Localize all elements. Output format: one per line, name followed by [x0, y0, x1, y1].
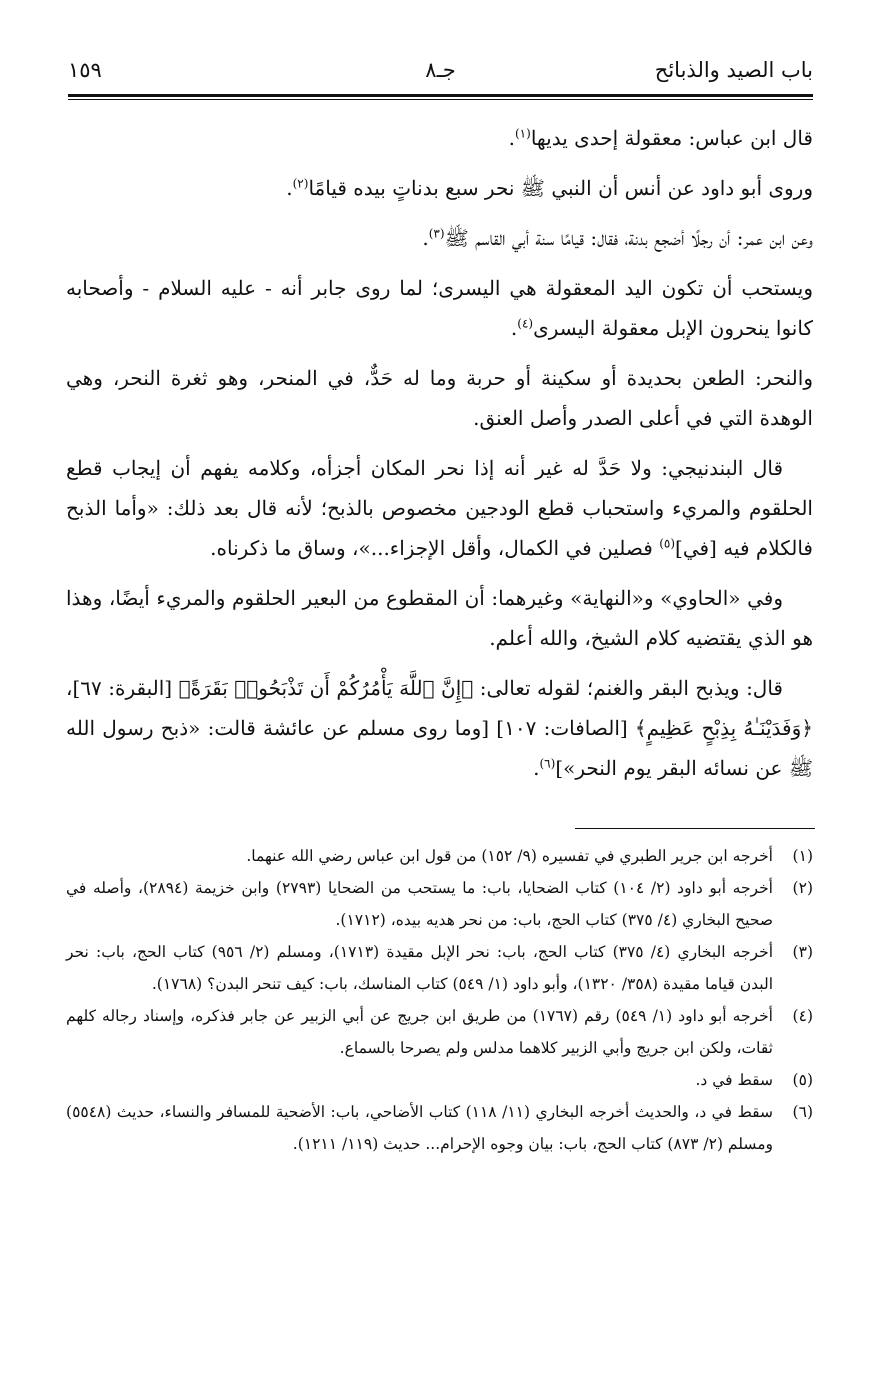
header-rule-thin: [68, 99, 813, 100]
footnote-6: (٦) سقط في د، والحديث أخرجه البخاري (١١/ ١١٨) كتاب الأضاحي، باب: الأضحية للمسافر والنساء، حديث (٥٥٤٨) ومسلم (٢/ ٨٧٣) كتاب الحج، باب: بيان وجوه الإحرام... حديث (١١٩/ ١٢١١).: [66, 1103, 813, 1153]
footnote-ref[interactable]: (٤): [517, 316, 534, 331]
footnote-separator: [575, 828, 815, 829]
footnote-ref[interactable]: (٢): [292, 176, 309, 191]
paragraph-4: ويستحب أن تكون اليد المعقولة هي اليسرى؛ لما روى جابر أنه - عليه السلام - وأصحابه كانوا ينحرون الإبل معقولة اليسرى$^{(٤)}$.: [66, 276, 813, 340]
paragraph-8: قال: ويذبح البقر والغنم؛ لقوله تعالى: ﴿إِنَّ ٱللَّهَ يَأْمُرُكُمْ أَن تَذْبَحُوا۟ بَقَرَةً﴾ [البقرة: ٦٧]، ﴿وَفَدَيْنَـٰهُ بِذِبْحٍ عَظِيمٍ﴾ [الصافات: ١٠٧] [وما روى مسلم عن عائشة قالت: «ذبح رسول الله ﷺ عن نسائه البقر يوم النحر»]$^{(٦)}$.: [66, 676, 813, 780]
footnote-ref[interactable]: (٥): [659, 536, 676, 551]
footnote-ref[interactable]: (٣): [428, 226, 445, 241]
footnote-ref[interactable]: (١): [514, 126, 531, 141]
page-number: ١٥٩: [68, 58, 102, 82]
paragraph-7: وفي «الحاوي» و«النهاية» وغيرهما: أن المقطوع من البعير الحلقوم والمريء أيضًا، وهذا هو الذي يقتضيه كلام الشيخ، والله أعلم.: [66, 586, 813, 650]
paragraph-3: وعن ابن عمر: أن رجلًا أضجع بدنة، فقال: قيامًا سنة أبي القاسم ﷺ$^{(٣)}$.: [422, 226, 813, 250]
running-header: [68, 52, 813, 92]
footnotes: [66, 840, 813, 1160]
footnote-4: (٤) أخرجه أبو داود (١/ ٥٤٩) رقم (١٧٦٧) من طريق ابن جريج عن أبي الزبير عن جابر فذكره، وإسناد رجاله كلهم ثقات، ولكن ابن جريج وأبي الزبير كلاهما مدلس ولم يصرحا بالسماع.: [66, 1007, 813, 1057]
main-text: [66, 118, 813, 798]
paragraph-5: والنحر: الطعن بحديدة أو سكينة أو حربة وما له حَدٌّ، في المنحر، وهو ثغرة النحر، وهي الوهدة التي في أعلى الصدر وأصل العنق.: [66, 366, 813, 430]
paragraph-2: وروى أبو داود عن أنس أن النبي ﷺ نحر سبع بدناتٍ بيده قيامًا$^{(٢)}$.: [286, 176, 813, 200]
footnote-ref[interactable]: (٦): [539, 756, 556, 771]
footnote-2: (٢) أخرجه أبو داود (٢/ ١٠٤) كتاب الضحايا، باب: ما يستحب من الضحايا (٢٧٩٣) وابن خزيمة (٢٨٩٤)، وأصله في صحيح البخاري (٤/ ٣٧٥) كتاب الحج، باب: من نحر هديه بيده، (١٧١٢).: [66, 879, 813, 929]
paragraph-6: قال البندنيجي: ولا حَدَّ له غير أنه إذا نحر المكان أجزأه، وكلامه يفهم أن إيجاب قطع الحلقوم والمريء واستحباب قطع الودجين مخصوص بالذبح؛ لأنه قال بعد ذلك: «وأما الذبح فالكلام فيه [في]$^{(٥)}$ فصلين في الكمال، وأقل الإجزاء...»، وساق ما ذكرناه.: [66, 456, 813, 560]
paragraph-1: قال ابن عباس: معقولة إحدى يديها$^{(١)}$.: [508, 126, 813, 150]
header-rule-thick: [68, 94, 813, 97]
volume-label: جـ٨: [425, 58, 456, 82]
footnote-5: (٥) سقط في د.: [695, 1071, 813, 1089]
chapter-title: باب الصيد والذبائح: [654, 58, 813, 82]
footnote-1: (١) أخرجه ابن جرير الطبري في تفسيره (٩/ ١٥٢) من قول ابن عباس رضي الله عنهما.: [246, 847, 813, 865]
footnote-3: (٣) أخرجه البخاري (٤/ ٣٧٥) كتاب الحج، باب: نحر الإبل مقيدة (١٧١٣)، ومسلم (٢/ ٩٥٦) كتاب الحج، باب: نحر البدن قياما مقيدة (٣٥٨/ ١٣٢٠)، وأبو داود (١/ ٥٤٩) كتاب المناسك، باب: كيف تنحر البدن؟ (١٧٦٨).: [66, 943, 813, 993]
